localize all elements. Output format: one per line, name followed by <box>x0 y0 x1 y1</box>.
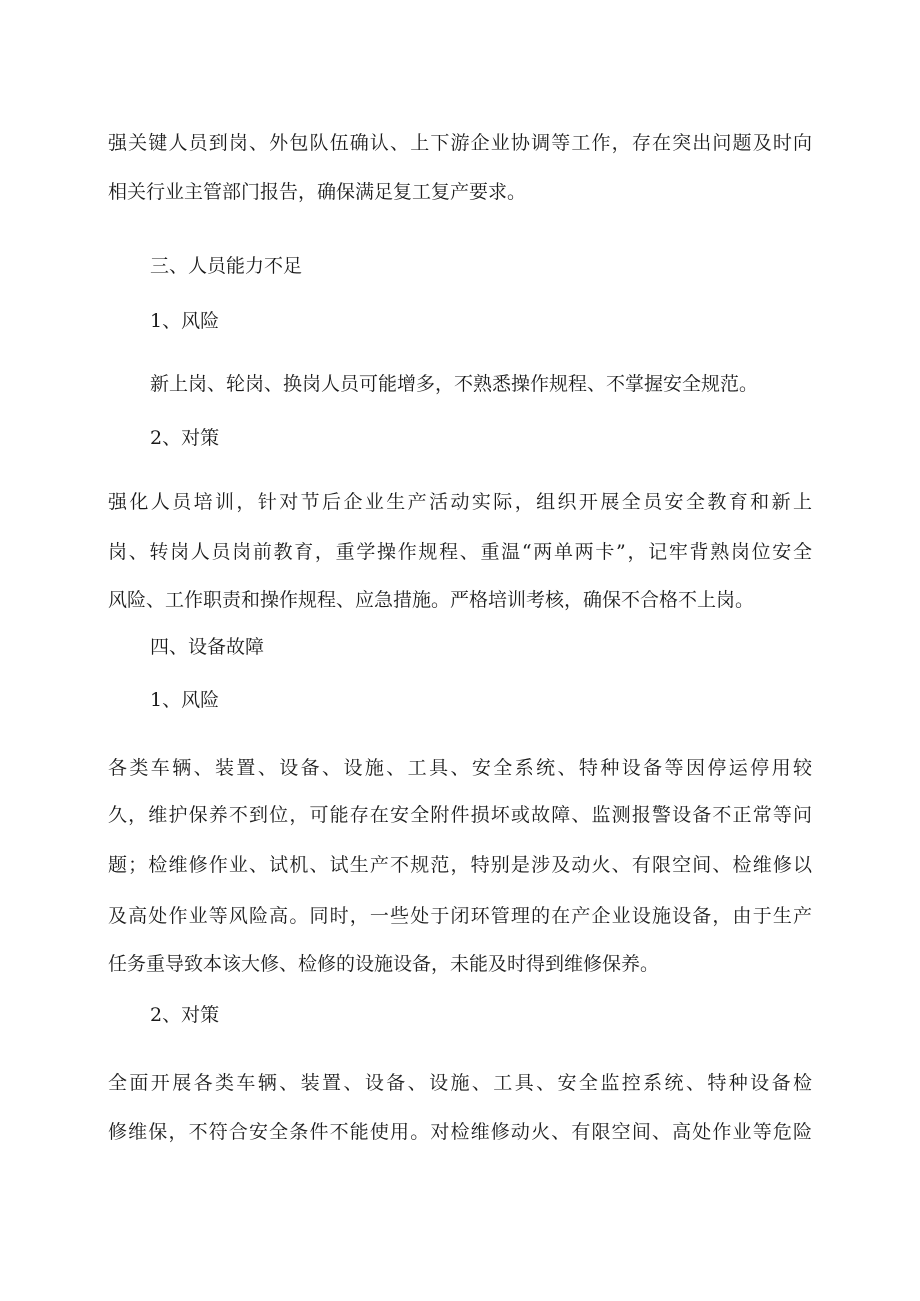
section-heading: 三、人员能力不足 <box>150 255 303 277</box>
paragraph-line: 风险、工作职责和操作规程、应急措施。严格培训考核，确保不合格不上岗。 <box>108 589 755 611</box>
paragraph-line: 强化人员培训，针对节后企业生产活动实际，组织开展全员安全教育和新上 <box>108 491 812 513</box>
paragraph-line: 全面开展各类车辆、装置、设备、设施、工具、安全监控系统、特种设备检 <box>108 1072 812 1094</box>
subheading-countermeasure: 2、对策 <box>150 427 220 449</box>
subheading-risk: 1、风险 <box>150 310 220 332</box>
subheading-countermeasure: 2、对策 <box>150 1004 220 1026</box>
paragraph-line: 修维保，不符合安全条件不能使用。对检维修动火、有限空间、高处作业等危险 <box>108 1121 812 1143</box>
subheading-risk: 1、风险 <box>150 689 220 711</box>
paragraph-line: 岗、转岗人员岗前教育，重学操作规程、重温“两单两卡”，记牢背熟岗位安全 <box>108 541 812 563</box>
paragraph-line: 新上岗、轮岗、换岗人员可能增多，不熟悉操作规程、不掌握安全规范。 <box>150 373 759 395</box>
paragraph-line: 强关键人员到岗、外包队伍确认、上下游企业协调等工作，存在突出问题及时向 <box>108 132 812 154</box>
paragraph-line: 相关行业主管部门报告，确保满足复工复产要求。 <box>108 181 527 203</box>
paragraph-line: 任务重导致本该大修、检修的设施设备，未能及时得到维修保养。 <box>108 953 660 975</box>
section-heading: 四、设备故障 <box>150 636 265 658</box>
paragraph-line: 久，维护保养不到位，可能存在安全附件损坏或故障、监测报警设备不正常等问 <box>108 804 812 826</box>
paragraph-line: 题；检维修作业、试机、试生产不规范，特别是涉及动火、有限空间、检维修以 <box>108 854 812 876</box>
paragraph-line: 各类车辆、装置、设备、设施、工具、安全系统、特种设备等因停运停用较 <box>108 757 812 779</box>
paragraph-line: 及高处作业等风险高。同时，一些处于闭环管理的在产企业设施设备，由于生产 <box>108 905 812 927</box>
